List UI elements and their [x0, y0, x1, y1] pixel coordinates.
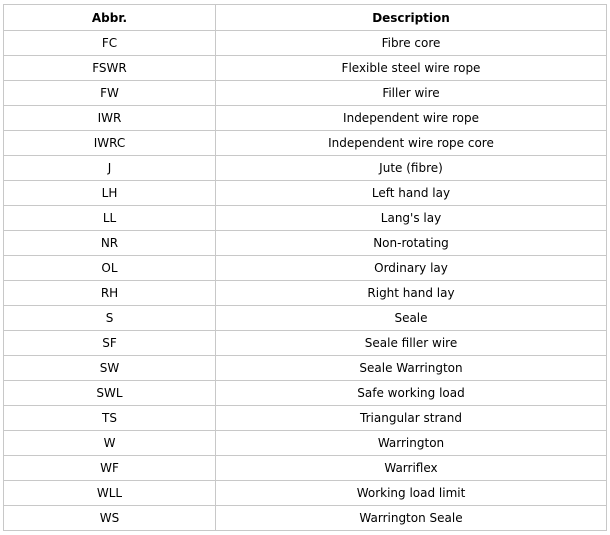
cell-description: Warrington — [216, 431, 607, 456]
table-row — [4, 381, 607, 406]
table-row — [4, 506, 607, 531]
cell-description: Fibre core — [216, 31, 607, 56]
abbreviations-table-container — [3, 4, 606, 531]
cell-abbr: IWRC — [4, 131, 216, 156]
cell-description: Safe working load — [216, 381, 607, 406]
cell-abbr: FSWR — [4, 56, 216, 81]
cell-abbr: W — [4, 431, 216, 456]
cell-abbr: SW — [4, 356, 216, 381]
table-row — [4, 256, 607, 281]
abbreviations-table — [3, 4, 607, 531]
cell-abbr: SF — [4, 331, 216, 356]
cell-description: Jute (fibre) — [216, 156, 607, 181]
cell-abbr: J — [4, 156, 216, 181]
cell-description: Lang's lay — [216, 206, 607, 231]
table-row — [4, 306, 607, 331]
table-row — [4, 231, 607, 256]
cell-abbr: TS — [4, 406, 216, 431]
table-row — [4, 181, 607, 206]
table-header-row — [4, 5, 607, 31]
cell-abbr: WS — [4, 506, 216, 531]
cell-abbr: FC — [4, 31, 216, 56]
cell-description: Working load limit — [216, 481, 607, 506]
cell-description: Seale filler wire — [216, 331, 607, 356]
table-row — [4, 31, 607, 56]
cell-description: Ordinary lay — [216, 256, 607, 281]
table-row — [4, 106, 607, 131]
table-row — [4, 156, 607, 181]
cell-abbr: LL — [4, 206, 216, 231]
cell-abbr: WLL — [4, 481, 216, 506]
cell-abbr: S — [4, 306, 216, 331]
cell-abbr: WF — [4, 456, 216, 481]
cell-description: Warriflex — [216, 456, 607, 481]
cell-description: Flexible steel wire rope — [216, 56, 607, 81]
cell-abbr: NR — [4, 231, 216, 256]
cell-abbr: FW — [4, 81, 216, 106]
cell-description: Right hand lay — [216, 281, 607, 306]
cell-description: Warrington Seale — [216, 506, 607, 531]
table-row — [4, 56, 607, 81]
cell-abbr: LH — [4, 181, 216, 206]
table-row — [4, 331, 607, 356]
cell-description: Filler wire — [216, 81, 607, 106]
cell-description: Non-rotating — [216, 231, 607, 256]
table-row — [4, 356, 607, 381]
table-row — [4, 81, 607, 106]
table-row — [4, 406, 607, 431]
cell-description: Independent wire rope core — [216, 131, 607, 156]
table-row — [4, 206, 607, 231]
cell-description: Triangular strand — [216, 406, 607, 431]
cell-description: Seale — [216, 306, 607, 331]
cell-abbr: SWL — [4, 381, 216, 406]
cell-description: Left hand lay — [216, 181, 607, 206]
cell-description: Independent wire rope — [216, 106, 607, 131]
table-row — [4, 431, 607, 456]
cell-abbr: IWR — [4, 106, 216, 131]
header-description: Description — [216, 5, 607, 31]
cell-abbr: OL — [4, 256, 216, 281]
table-row — [4, 481, 607, 506]
header-abbr: Abbr. — [4, 5, 216, 31]
table-row — [4, 131, 607, 156]
table-row — [4, 456, 607, 481]
table-row — [4, 281, 607, 306]
cell-abbr: RH — [4, 281, 216, 306]
cell-description: Seale Warrington — [216, 356, 607, 381]
